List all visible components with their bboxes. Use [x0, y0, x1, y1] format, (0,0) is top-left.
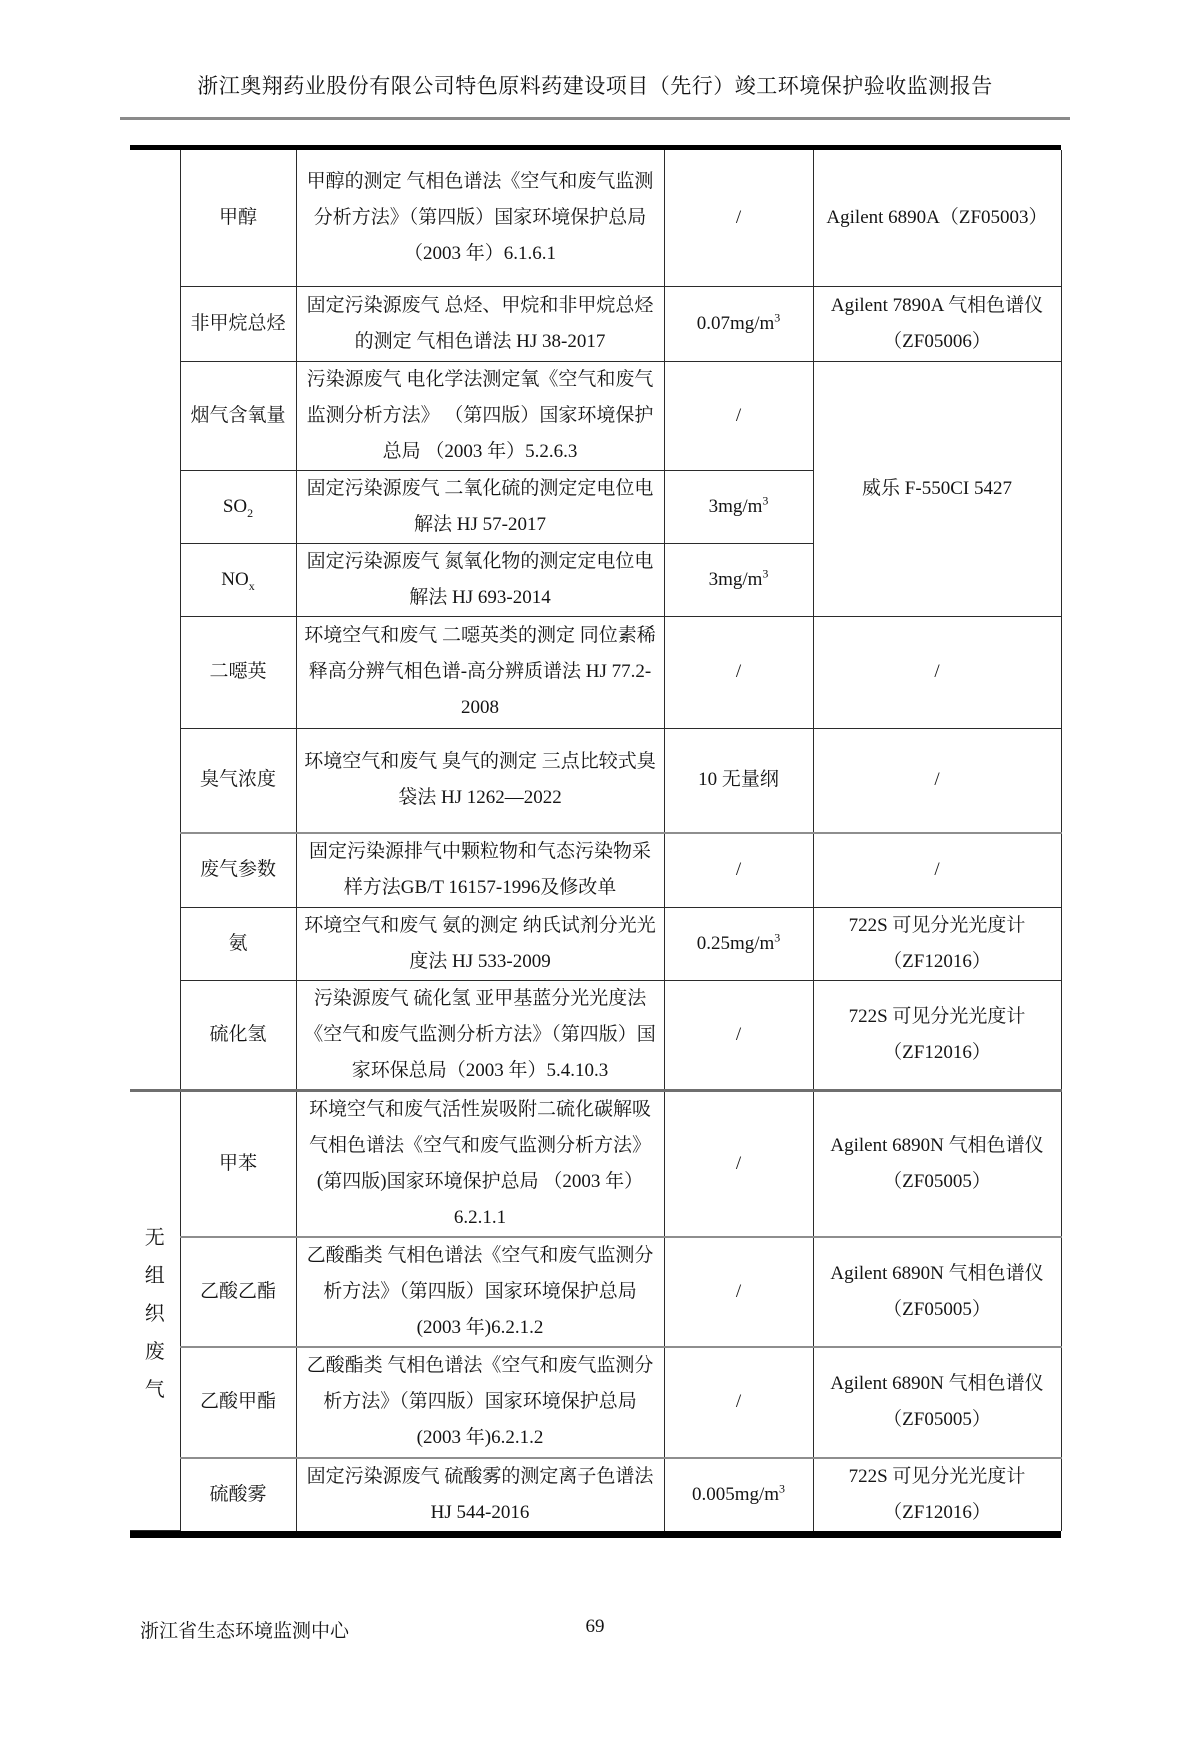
substance-cell: $SO_2$ — [180, 470, 296, 543]
substance-cell: 甲苯 — [180, 1090, 296, 1237]
method-cell: 乙酸酯类 气相色谱法《空气和废气监测分析方法》（第四版）国家环境保护总局 (2003 年)6.2.1.2 — [296, 1347, 664, 1458]
detection-limit-cell: $3mg/m^3$ — [664, 543, 813, 616]
table-row — [130, 728, 1061, 833]
instrument-cell: 722S 可见分光光度计（ZF12016） — [813, 980, 1061, 1090]
table-row — [130, 150, 1061, 286]
monitoring-table-body — [130, 150, 1061, 1531]
method-cell: 环境空气和废气 氨的测定 纳氏试剂分光光度法 HJ 533-2009 — [296, 907, 664, 980]
table-row — [130, 1090, 1061, 1237]
table-row — [130, 1347, 1061, 1458]
method-cell: 固定污染源废气 硫酸雾的测定离子色谱法 HJ 544-2016 — [296, 1458, 664, 1531]
detection-limit-cell: / — [664, 833, 813, 907]
method-cell: 环境空气和废气 臭气的测定 三点比较式臭袋法 HJ 1262—2022 — [296, 728, 664, 833]
instrument-cell: 威乐 F-550CI 5427 — [813, 361, 1061, 616]
section-label-cell-continued — [130, 150, 180, 1090]
instrument-cell: Agilent 6890N 气相色谱仪（ZF05005） — [813, 1237, 1061, 1347]
table-row — [130, 833, 1061, 907]
detection-limit-cell: / — [664, 1237, 813, 1347]
method-cell: 污染源废气 硫化氢 亚甲基蓝分光光度法《空气和废气监测分析方法》（第四版）国家环保总局（2003 年）5.4.10.3 — [296, 980, 664, 1090]
method-cell: 乙酸酯类 气相色谱法《空气和废气监测分析方法》（第四版）国家环境保护总局(2003 年)6.2.1.2 — [296, 1237, 664, 1347]
substance-cell: 硫酸雾 — [180, 1458, 296, 1531]
substance-cell: 硫化氢 — [180, 980, 296, 1090]
detection-limit-cell: $0.25mg/m^3$ — [664, 907, 813, 980]
instrument-cell: / — [813, 728, 1061, 833]
detection-limit-cell: $0.07mg/m^3$ — [664, 286, 813, 361]
substance-cell: 氨 — [180, 907, 296, 980]
detection-limit-cell: / — [664, 616, 813, 728]
substance-cell: 臭气浓度 — [180, 728, 296, 833]
table-row — [130, 361, 1061, 470]
method-cell: 环境空气和废气活性炭吸附二硫化碳解吸气相色谱法《空气和废气监测分析方法》 (第四版)国家环境保护总局 （2003 年）6.2.1.1 — [296, 1090, 664, 1237]
footer — [0, 1616, 1190, 1646]
detection-limit-cell: / — [664, 150, 813, 286]
header-rule — [120, 117, 1070, 120]
page-number: 69 — [585, 1616, 605, 1637]
table-row — [130, 286, 1061, 361]
detection-limit-cell: 10 无量纲 — [664, 728, 813, 833]
table-row — [130, 907, 1061, 980]
substance-cell: 乙酸乙酯 — [180, 1237, 296, 1347]
section-label-cell — [130, 1090, 180, 1531]
method-cell: 污染源废气 电化学法测定氧《空气和废气监测分析方法》 （第四版）国家环境保护总局 （2003 年）5.2.6.3 — [296, 361, 664, 470]
section-label-vertical-text: 无 组 织 废 气 — [144, 1226, 165, 1401]
instrument-cell: Agilent 6890A（ZF05003） — [813, 150, 1061, 286]
method-cell: 固定污染源废气 二氧化硫的测定定电位电解法 HJ 57-2017 — [296, 470, 664, 543]
substance-cell: 烟气含氧量 — [180, 361, 296, 470]
instrument-cell: 722S 可见分光光度计（ZF12016） — [813, 1458, 1061, 1531]
substance-cell: $NO_x$ — [180, 543, 296, 616]
detection-limit-cell: / — [664, 1090, 813, 1237]
table-row — [130, 1458, 1061, 1531]
header-title: 浙江奥翔药业股份有限公司特色原料药建设项目（先行）竣工环境保护验收监测报告 — [197, 74, 993, 98]
instrument-cell: / — [813, 616, 1061, 728]
substance-cell: 非甲烷总烃 — [180, 286, 296, 361]
table-row — [130, 1237, 1061, 1347]
substance-cell: 废气参数 — [180, 833, 296, 907]
monitoring-table — [130, 150, 1062, 1531]
detection-limit-cell: / — [664, 980, 813, 1090]
instrument-cell: 722S 可见分光光度计（ZF12016） — [813, 907, 1061, 980]
method-cell: 固定污染源排气中颗粒物和气态污染物采样方法GB/T 16157-1996及修改单 — [296, 833, 664, 907]
method-cell: 甲醇的测定 气相色谱法《空气和废气监测分析方法》（第四版）国家环境保护总局（2003 年）6.1.6.1 — [296, 150, 664, 286]
detection-limit-cell: / — [664, 1347, 813, 1458]
method-cell: 固定污染源废气 氮氧化物的测定定电位电解法 HJ 693-2014 — [296, 543, 664, 616]
substance-cell: 甲醇 — [180, 150, 296, 286]
table-wrap — [130, 145, 1061, 1538]
instrument-cell: Agilent 6890N 气相色谱仪（ZF05005） — [813, 1347, 1061, 1458]
method-cell: 环境空气和废气 二噁英类的测定 同位素稀释高分辨气相色谱-高分辨质谱法 HJ 77.2-2008 — [296, 616, 664, 728]
footer-institution: 浙江省生态环境监测中心 — [140, 1621, 350, 1642]
instrument-cell: / — [813, 833, 1061, 907]
method-cell: 固定污染源废气 总烃、甲烷和非甲烷总烃的测定 气相色谱法 HJ 38-2017 — [296, 286, 664, 361]
detection-limit-cell: $3mg/m^3$ — [664, 470, 813, 543]
table-row — [130, 616, 1061, 728]
instrument-cell: Agilent 7890A 气相色谱仪（ZF05006） — [813, 286, 1061, 361]
detection-limit-cell: $0.005mg/m^3$ — [664, 1458, 813, 1531]
detection-limit-cell: / — [664, 361, 813, 470]
instrument-cell: Agilent 6890N 气相色谱仪（ZF05005） — [813, 1090, 1061, 1237]
substance-cell: 二噁英 — [180, 616, 296, 728]
table-row — [130, 980, 1061, 1090]
substance-cell: 乙酸甲酯 — [180, 1347, 296, 1458]
